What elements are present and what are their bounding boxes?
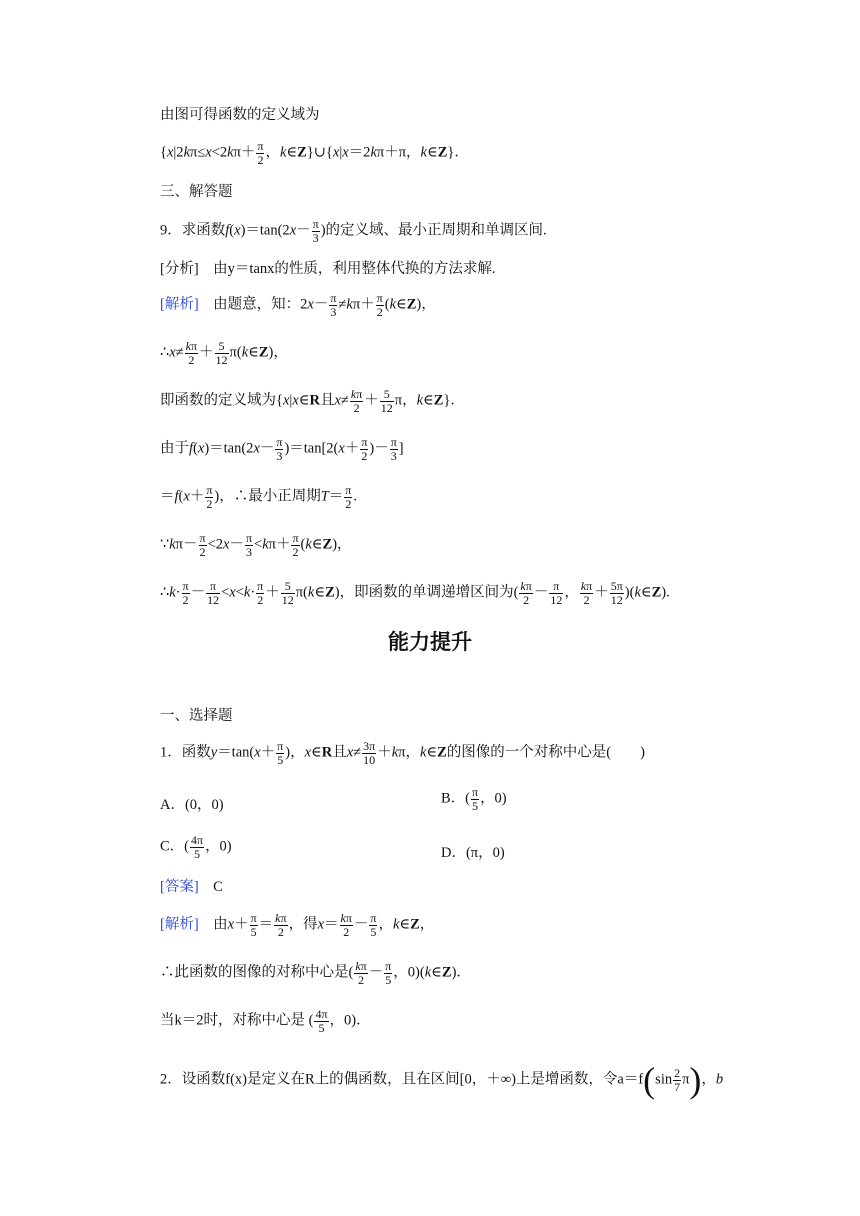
option-b-prefix: B．( <box>441 790 470 807</box>
k2-label: 当k＝2时，对称中心是 <box>160 1012 305 1029</box>
option-c-prefix: C．( <box>160 838 189 855</box>
option-c: C．( $\frac{4\pi}{5}$ ，0) <box>160 833 232 861</box>
solution-period-2: ＝f(x＋ $\frac{\pi}{2}$ )，∴最小正周期T＝ $\frac{\pi}{2}$ . <box>160 483 357 511</box>
solution2-line-3: 当k＝2时，对称中心是 ( $\frac{4\pi}{5}$ ，0)． <box>160 1007 371 1035</box>
q9-prefix: 9．求函数 <box>160 222 226 239</box>
solution2-line-2: ∴此函数的图像的对称中心是( $\frac{k\pi}{2}$ － $\frac{\pi}{5}$ ，0)(k∈Z)． <box>160 959 471 987</box>
solution-domain: 即函数的定义域为{x|x∈R且x≠ $\frac{k\pi}{2}$ ＋ $\frac{5}{12}$ π，k∈Z}． <box>160 387 465 415</box>
question-2: 2．设函数f(x)是定义在R上的偶函数，且在区间[0，＋∞)上是增函数，令a＝f(sin $\frac{2}{7}$ π)，b <box>160 1060 724 1100</box>
period-label: ∴最小正周期 <box>233 488 321 505</box>
since-label: 由于 <box>160 440 189 457</box>
analysis-text: 由y＝tanx的性质，利用整体代换的方法求解. <box>213 261 496 277</box>
domain-prefix: 即函数的定义域为 <box>160 392 276 409</box>
q1-suffix: 的图像的一个对称中心是( ) <box>446 744 645 761</box>
section-heading-choice: 一、选择题 <box>160 708 233 724</box>
solution-tag: [解析] <box>160 296 199 313</box>
analysis-line <box>160 262 496 277</box>
answer-value: C <box>213 879 223 895</box>
center-label: ∴此函数的图像的对称中心是 <box>160 964 349 981</box>
solution2-tag: [解析] <box>160 916 199 933</box>
q1-prefix: 1．函数 <box>160 744 211 761</box>
option-d: D．(π，0) <box>441 845 505 861</box>
answer-tag: [答案] <box>160 879 199 895</box>
line-domain-intro: 由图可得函数的定义域为 <box>160 107 320 123</box>
question-1: 1．函数y＝tan(x＋ $\frac{\pi}{5}$ )，x∈R且x≠ $\frac{3\pi}{10}$ ＋kπ，k∈Z的图像的一个对称中心是( ) <box>160 739 645 767</box>
option-a: A．(0，0) <box>160 797 224 813</box>
solution-mono-2: ∴k· $\frac{\pi}{2}$ － $\frac{\pi}{12}$ <x<k· $\frac{\pi}{2}$ ＋ $\frac{5}{12}$ π(k∈Z)，即函数的单调递增区间为( $\frac{k\pi}{2}$ － $\frac{\pi}{12}$ ， $\frac{k\pi}{2}$ ＋ $\frac{5\pi}{12}$ )(k∈Z). <box>160 579 670 607</box>
solution-period-1: 由于f(x)＝tan(2x－ $\frac{\pi}{3}$ )＝tan[2(x＋ $\frac{\pi}{2}$ )－ $\frac{\pi}{3}$ ] <box>160 435 404 463</box>
option-b: B．( $\frac{\pi}{5}$ ，0) <box>441 785 507 813</box>
solution-line-1: [解析] 由题意，知：2x－ $\frac{\pi}{3}$ ≠kπ＋ $\frac{\pi}{2}$ (k∈Z)， <box>160 291 436 319</box>
solution2-line-1: [解析] 由x＋ $\frac{\pi}{5}$ ＝ $\frac{k\pi}{2}$ ，得x＝ $\frac{k\pi}{2}$ － $\frac{\pi}{5}$ ，k∈Z， <box>160 911 435 939</box>
section-heading-answers: 三、解答题 <box>160 184 233 200</box>
answer-line <box>160 880 223 895</box>
solution-line-2: ∴x≠ $\frac{k\pi}{2}$ ＋ $\frac{5}{12}$ π(k∈Z)， <box>160 339 288 367</box>
solution-mono-1: ∵kπ－ $\frac{\pi}{2}$ <2x－ $\frac{\pi}{3}$ <kπ＋ $\frac{\pi}{2}$ (k∈Z)， <box>160 531 352 559</box>
analysis-tag: [分析] <box>160 261 199 277</box>
increasing-label: 即函数的单调递增区间为 <box>354 584 514 601</box>
line-domain-set: {x|2kπ≤x<2kπ＋ $\frac{\pi}{2}$ ，k∈Z}∪{x|x＝2kπ＋π，k∈Z}． <box>160 139 469 167</box>
section-title: 能力提升 <box>388 630 472 654</box>
q9-suffix: 的定义域、最小正周期和单调区间. <box>325 222 547 239</box>
q2-text: 2．设函数f(x)是定义在R上的偶函数，且在区间[0，＋∞)上是增函数，令a＝f <box>160 1071 644 1088</box>
question-9: 9．求函数f(x)＝tan(2x－ $\frac{\pi}{3}$ )的定义域、最小正周期和单调区间. <box>160 217 547 245</box>
solution-intro: 由题意，知： <box>213 296 301 313</box>
